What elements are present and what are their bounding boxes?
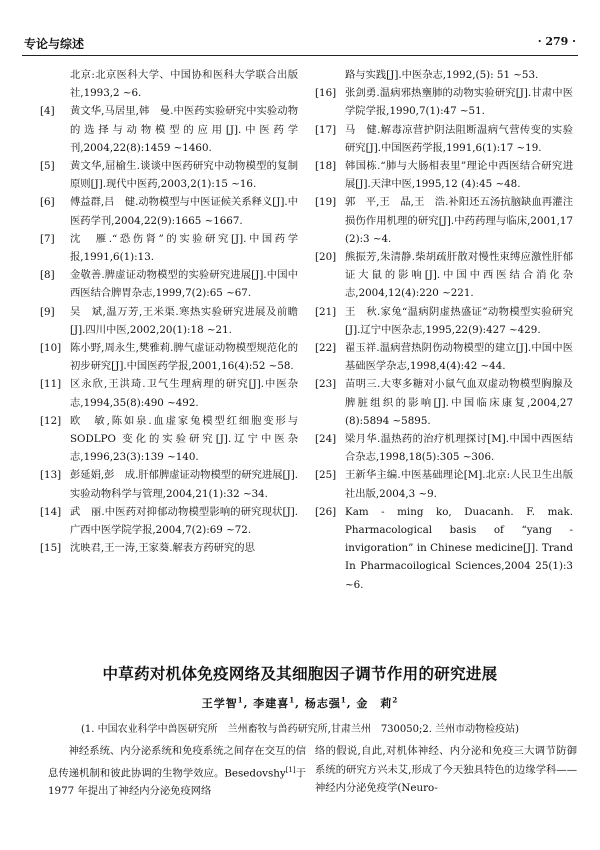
reference-item: [25] 王新华主编.中医基础理论[M].北京:人民卫生出版社出版,2004,3 ~9. (315, 469, 573, 500)
reference-item: [19] 郭 平,王 晶,王 浩.补阳还五汤抗脑缺血再灌注损伤作用机理的研究[J].中药药理与临床,2001,17 (2):3 ~4. (315, 196, 573, 245)
reference-item: [17] 马 健.解毒凉营护阴法阻断温病气营传变的实验研究[J].中国医药学报,1991,6(1):17 ~19. (315, 123, 573, 154)
author-name: 杨志强 (304, 697, 341, 710)
references-left-column (40, 66, 298, 557)
reference-item: [4] 黄文华,马居里,韩 曼.中医药实验研究中实验动物的选择与动物模型的应用[J].中医药学刊,2004,22(8):1459 ~1460. (40, 105, 298, 154)
reference-item: [11] 区永欣,王洪琦.卫气生理病理的研究[J].中医杂志,1994,35(8):490 ~492. (40, 378, 298, 409)
section-label: 专论与综述 (24, 37, 85, 51)
reference-item: [24] 梁月华.温热药的治疗机理探讨[M].中国中西医结合杂志,1998,18(5):305 ~306. (315, 433, 573, 464)
reference-item: [26] Kam - ming ko, Duacanh. F. mak. Pharmacological basis of “yang - invigoration” in Chinese medicine[J]. Trand In Pharmacoilogical Sciences,2004 25(1):3 ~6. (315, 505, 573, 591)
reference-item: [22] 翟玉祥.温病营热阴伤动物模型的建立[J].中国中医基础医学杂志,1998,4(4):42 ~44. (315, 342, 573, 373)
reference-item: [5] 黄文华,屈榆生.谈谈中医药研究中动物模型的复制原则[J].现代中医药,2003,2(1):15 ~16. (40, 160, 298, 191)
reference-item: [23] 苗明三.大枣多糖对小鼠气血双虚动物模型胸腺及脾脏组织的影响[J].中国临床康复,2004,27 (8):5894 ~5895. (315, 378, 573, 427)
references-right-column (315, 66, 573, 594)
abstract-text: 神经系统、内分泌系统和免疫系统之间存在交互的信息传递机制和彼此协调的生物学效应。Besedovshy (48, 745, 306, 779)
author-name: 李建喜 (253, 697, 290, 710)
affiliation: (1. 中国农业科学中兽医研究所 兰州畜牧与兽药研究所,甘肃兰州 730050;2. 兰州市动物检疫站) (81, 724, 519, 735)
reference-item: [12] 欧 敏,陈如泉.血虚家兔模型红细胞变形与 SODLPO 变化的实验研究[J].辽宁中医杂志,1996,23(3):139 ~140. (40, 414, 298, 464)
reference-item: [18] 韩国栋.“肺与大肠相表里”理论中西医结合研究进展[J].天津中医,1995,12 (4):45 ~48. (315, 160, 573, 191)
reference-item: [16] 张剑勇.温病邪热壅肺的动物实验研究[J].甘肃中医学院学报,1990,7(1):47 ~51. (315, 87, 573, 118)
abstract-right: 络的假说,自此,对机体神经、内分泌和免疫三大调节防御系统的研究方兴未艾,形成了今天独具特色的边缘学科——神经内分泌免疫学(Neuro- (315, 745, 577, 794)
reference-item: 路与实践[J].中医杂志,1992,(5): 51 ~53. (345, 69, 539, 81)
reference-item: [10] 陈小野,周永生,樊雅莉.脾气虚证动物模型规范化的初步研究[J].中国医药学报,2001,16(4):52 ~58. (40, 342, 298, 373)
citation-mark: [1] (285, 765, 296, 774)
author-affiliation-mark: 2 (392, 695, 399, 705)
page-number: · 279 · (537, 35, 576, 48)
article-title: 中草药对机体免疫网络及其细胞因子调节作用的研究进展 (102, 665, 498, 683)
author-affiliation-mark: 1 (289, 695, 296, 705)
abstract-left (48, 742, 306, 801)
reference-item: [15] 沈映君,王一涛,王家葵.解表方药研究的思 (40, 542, 255, 555)
author-line: 王学智$^1$, 李建喜$^1$, 杨志强$^1$, 金 莉$^2$ (201, 695, 399, 710)
reference-item: [9] 吴 斌,温万芳,王米渠.寒热实验研究进展及前瞻[J].四川中医,2002,20(1):18 ~21. (40, 305, 298, 336)
reference-item: [6] 傅益群,吕 健.动物模型与中医证候关系释义[J].中医药学刊,2004,22(9):1665 ~1667. (40, 196, 298, 227)
reference-item: 北京:北京医科大学、中国协和医科大学联合出版社,1993,2 ~6. (70, 69, 298, 100)
author-affiliation-mark: 1 (237, 695, 244, 705)
author-name: 王学智 (201, 697, 238, 710)
reference-item: [14] 武 丽.中医药对抑郁动物模型影响的研究现状[J].广西中医学院学报,2004,7(2):69 ~72. (40, 505, 298, 537)
reference-item: [20] 熊振芳,朱清静.柴胡疏肝散对慢性束缚应激性肝郁证大鼠的影响[J].中国中西医结合消化杂志,2004,12(4):220 ~221. (315, 251, 573, 300)
abstract-text: 于 1977 年提出了神经内分泌免疫网络 (48, 766, 306, 798)
reference-item: [13] 彭延娟,彭 成.肝郁脾虚证动物模型的研究进展[J].实验动物科学与管理,2004,21(1):32 ~34. (40, 469, 298, 500)
page-header (22, 35, 578, 56)
reference-item: [8] 金敬善.脾虚证动物模型的实验研究进展[J].中国中西医结合脾胃杂志,1999,7(2):65 ~67. (40, 269, 298, 300)
reference-item: [7] 沈 雁.“恐伤肾”的实验研究[J].中国药学报,1991,6(1):13. (40, 232, 298, 264)
author-affiliation-mark: 1 (340, 695, 347, 705)
author-name: 金 莉 (356, 697, 393, 710)
reference-item: [21] 王 秋.家兔“温病阴虚热盛证”动物模型实验研究[J].辽宁中医杂志,1995,22(9):427 ~429. (315, 305, 573, 336)
